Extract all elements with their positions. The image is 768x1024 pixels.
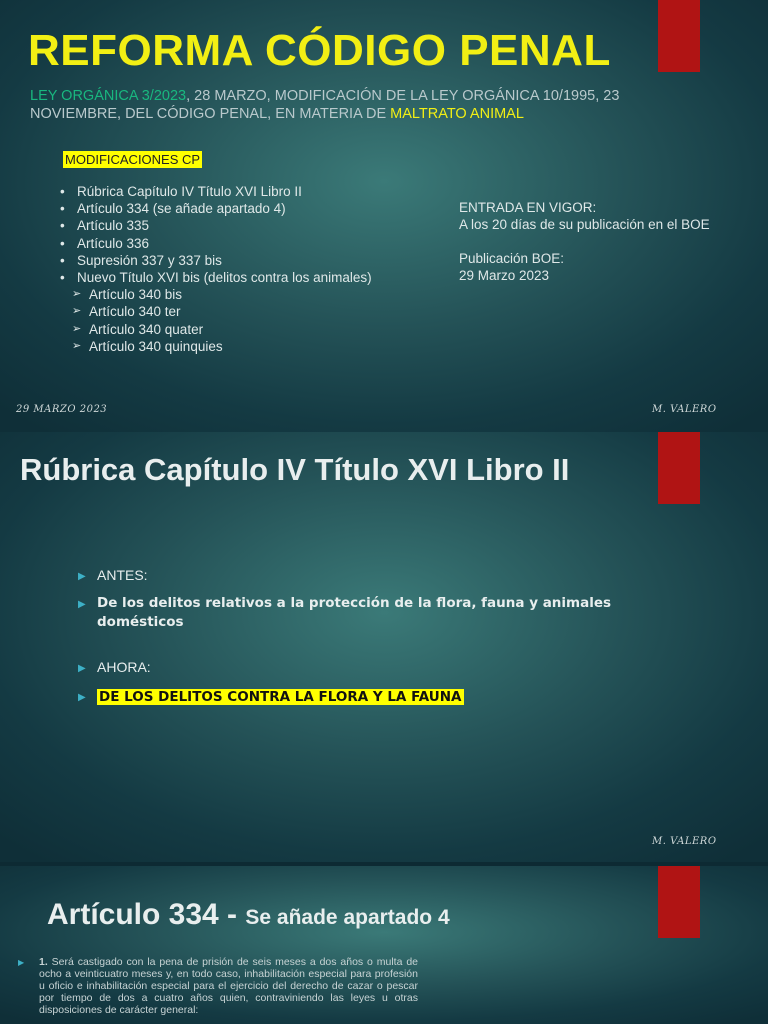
before-text-item	[78, 594, 638, 632]
list-item: • Artículo 334 (se añade apartado 4)	[60, 200, 372, 217]
article-paragraph	[18, 956, 418, 1016]
slide-title: REFORMA CÓDIGO PENAL	[28, 26, 611, 75]
footer-author: M. VALERO	[652, 836, 717, 847]
before-text: De los delitos relativos a la protección de la flora, fauna y animales domésticos	[97, 595, 612, 630]
triangle-bullet-icon: ▶	[78, 692, 86, 703]
after-text-item	[78, 687, 638, 707]
modifications-list	[60, 183, 372, 355]
sub-list-item: ➢ Artículo 340 ter	[72, 303, 372, 320]
after-item	[78, 658, 638, 677]
paragraph-number: 1.	[39, 956, 48, 968]
list-item: • Nuevo Título XVI bis (delitos contra los animales)	[60, 269, 372, 286]
triangle-bullet-icon: ▶	[78, 663, 86, 674]
vigor-heading: ENTRADA EN VIGOR:	[459, 200, 597, 215]
triangle-bullet-icon: ▶	[78, 599, 86, 610]
slide-3	[0, 866, 768, 1024]
sub-list-item: ➢ Artículo 340 quinquies	[72, 338, 372, 355]
slide-title: Rúbrica Capítulo IV Título XVI Libro II	[20, 452, 570, 487]
red-accent-bar	[658, 866, 700, 938]
paragraph-text: Será castigado con la pena de prisión de seis meses a dos años o multa de ocho a veinticuatro meses y, en todo caso, inhabilitación especial para profesión u oficio e inhabilitación especial para el ejercicio del derecho de cazar o pescar por tiempo de dos a cuatro años quien, contraviniendo las leyes u otras disposiciones de carácter general:	[39, 956, 418, 1016]
list-item: • Artículo 335	[60, 217, 372, 234]
entry-into-force-block	[459, 199, 710, 284]
subtitle-text: , 28 MARZO, MODIFICACIÓN DE LA LEY ORGÁNICA 10/1995, 23 NOVIEMBRE, DEL CÓDIGO PENAL, EN MATERIA DE	[30, 88, 620, 122]
boe-date: 29 Marzo 2023	[459, 268, 550, 283]
sub-list-item: ➢ Artículo 340 quater	[72, 321, 372, 338]
list-item: • Artículo 336	[60, 235, 372, 252]
law-reference: LEY ORGÁNICA 3/2023	[30, 88, 187, 104]
footer-date: 29 MARZO 2023	[16, 404, 108, 415]
vigor-text: A los 20 días de su publicación en el BOE	[459, 217, 710, 232]
list-item: • Rúbrica Capítulo IV Título XVI Libro II	[60, 183, 372, 200]
sub-modifications-list	[72, 286, 372, 355]
boe-heading: Publicación BOE:	[459, 251, 565, 266]
slide-title	[47, 898, 450, 932]
before-label: ANTES:	[97, 567, 148, 583]
sub-list-item: ➢ Artículo 340 bis	[72, 286, 372, 303]
list-item: • Supresión 337 y 337 bis	[60, 252, 372, 269]
slide-subtitle	[30, 87, 670, 123]
red-accent-bar	[658, 0, 700, 72]
triangle-bullet-icon: ▶	[18, 958, 25, 967]
subtitle-topic: MALTRATO ANIMAL	[390, 106, 524, 122]
modifications-label: MODIFICACIONES CP	[65, 152, 201, 167]
comparison-list	[78, 566, 638, 707]
title-main: Artículo 334 -	[47, 898, 246, 931]
after-label: AHORA:	[97, 659, 151, 675]
triangle-bullet-icon: ▶	[78, 571, 86, 582]
after-text: DE LOS DELITOS CONTRA LA FLORA Y LA FAUNA	[99, 689, 462, 705]
slide-1	[0, 0, 768, 432]
footer-author: M. VALERO	[652, 404, 717, 415]
red-accent-bar	[658, 432, 700, 504]
title-sub: Se añade apartado 4	[245, 906, 450, 929]
slide-2	[0, 432, 768, 862]
before-item	[78, 566, 638, 585]
